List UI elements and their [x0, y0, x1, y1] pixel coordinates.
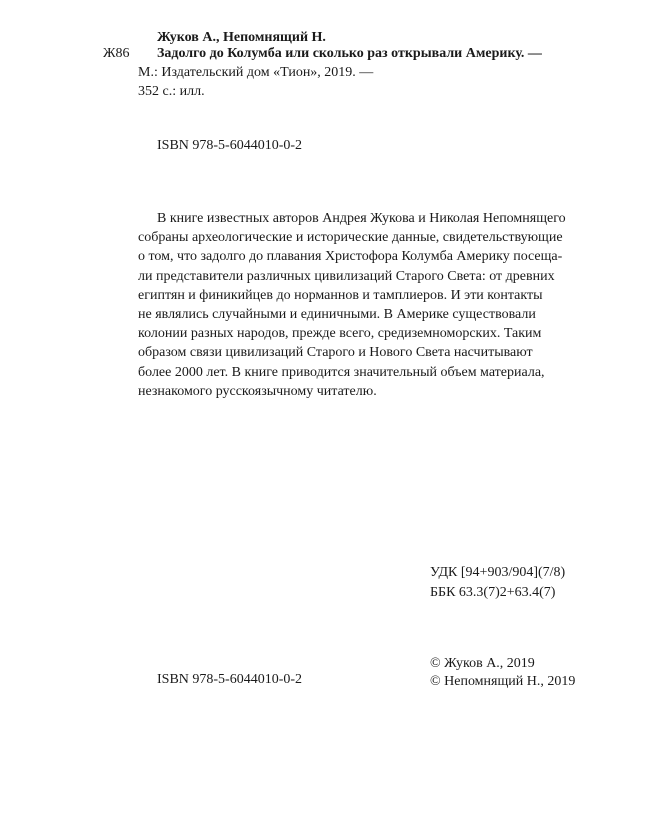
pages-line: 352 с.: илл.: [138, 84, 205, 99]
annotation-line: более 2000 лет. В книге приводится значительный объем материала,: [138, 364, 545, 380]
library-code: Ж86: [103, 46, 130, 61]
annotation-line: собраны археологические и исторические данные, свидетельствующие: [138, 230, 563, 246]
annotation-line: египтян и финикийцев до норманнов и тамплиеров. И эти контакты: [138, 287, 543, 303]
annotation-line: не являлись случайными и единичными. В Америке существовали: [138, 306, 536, 322]
isbn-bottom: ISBN 978-5-6044010-0-2: [157, 672, 303, 687]
udk-code: УДК [94+903/904](7/8): [430, 565, 566, 580]
copyright-line: © Жуков А., 2019: [430, 656, 535, 671]
isbn-top: ISBN 978-5-6044010-0-2: [157, 138, 303, 153]
annotation-line: ли представители различных цивилизаций Старого Света: от древних: [138, 268, 555, 284]
annotation-line: незнакомого русскоязычному читателю.: [138, 383, 377, 399]
annotation-line: образом связи цивилизаций Старого и Нового Света насчитывают: [138, 345, 533, 361]
annotation-line: колонии разных народов, прежде всего, средиземноморских. Таким: [138, 326, 542, 342]
annotation-paragraph: [138, 210, 578, 402]
annotation-line: В книге известных авторов Андрея Жукова и Николая Непомнящего: [157, 211, 566, 226]
authors-line: Жуков А., Непомнящий Н.: [157, 30, 326, 45]
book-title: Задолго до Колумба или сколько раз открывали Америку. —: [157, 46, 542, 61]
publisher-line: М.: Издательский дом «Тион», 2019. —: [138, 65, 374, 80]
copyright-line: © Непомнящий Н., 2019: [430, 674, 576, 689]
bbk-code: ББК 63.3(7)2+63.4(7): [430, 585, 556, 600]
annotation-line: о том, что задолго до плавания Христофора Колумба Америку посеща-: [138, 249, 563, 265]
